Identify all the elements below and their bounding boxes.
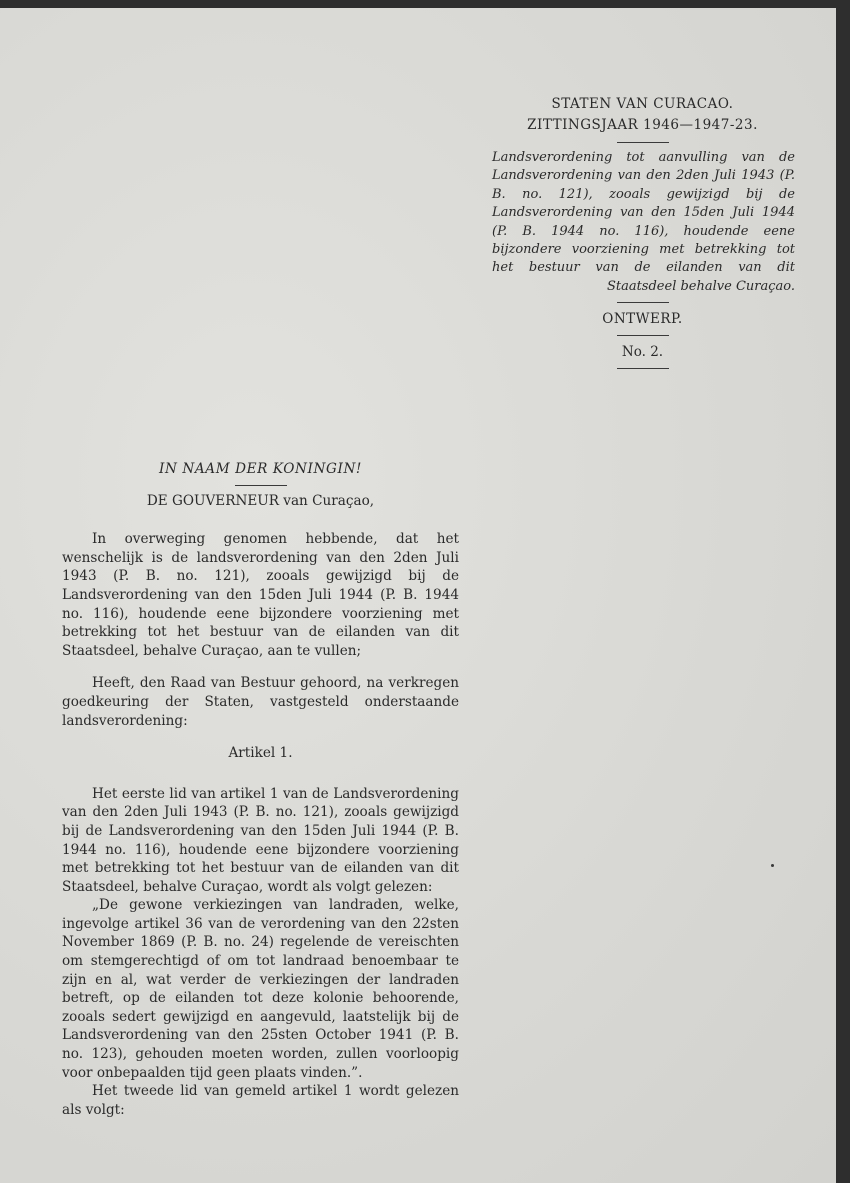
ordinance-subject: Landsverordening tot aanvulling van de Landsverordening van den 2den Juli 1943 (P. B. no. 121), zooals gewijzigd bij de Landsverordening van den 15den Juli 1944 (P. B. 1944 no. 116), houdende eene bijzondere voorziening met betrekking tot het bestuur van de eilanden van dit Staatsdeel behalve Curaçao. (492, 150, 795, 294)
decision-paragraph: Heeft, den Raad van Bestuur gehoord, na verkregen goedkeuring der Staten, vastgesteld onderstaande landsverordening: (62, 675, 459, 729)
divider-rule (617, 142, 669, 143)
considerans-paragraph: In overweging genomen hebbende, dat het wenschelijk is de landsverordening van den 2den Juli 1943 (P. B. no. 121), zooals gewijzigd bij de Landsverordening van den 15den Juli 1944 (P. B. 1944 no. 116), houdende eene bijzondere voorziening met betrekking tot het bestuur van de eilanden van dit Staatsdeel, behalve Curaçao, aan te vullen; (62, 531, 459, 659)
document-page (0, 8, 836, 1183)
document-body (62, 460, 459, 1119)
article-quote: „De gewone verkiezingen van landraden, welke, ingevolge artikel 36 van de verordening van den 22sten November 1869 (P. B. no. 24) regelende de vereischten om stemgerechtigd of om tot landraad benoembaar te zijn en al, wat verder de verkiezingen der landraden betreft, op de eilanden tot deze kolonie behoorende, zooals sedert gewijzigd en aangevuld, laatstelijk bij de Landsverordening van den 25sten October 1941 (P. B. no. 123), gehouden moeten worden, zullen voorloopig voor onbepaalden tijd geen plaats vinden.”. (62, 897, 459, 1081)
paper-speck (771, 864, 774, 867)
divider-rule (617, 368, 669, 369)
divider-rule (617, 302, 669, 303)
assembly-title: STATEN VAN CURACAO. (551, 96, 734, 112)
article-paragraph: Het tweede lid van gemeld artikel 1 wordt gelezen als volgt: (62, 1083, 459, 1118)
article-paragraph: Het eerste lid van artikel 1 van de Landsverordening van den 2den Juli 1943 (P. B. no. 121), zooals gewijzigd bij de Landsverordening van den 15den Juli 1944 (P. B. 1944 no. 116), houdende eene bijzondere voorziening met betrekking tot het bestuur van de eilanden van dit Staatsdeel, behalve Curaçao, wordt als volgt gelezen: (62, 785, 459, 895)
divider-rule (617, 335, 669, 336)
document-header (490, 94, 795, 375)
divider-rule (235, 485, 287, 486)
invocation: IN NAAM DER KONINGIN! (158, 461, 362, 477)
issuer: DE GOUVERNEUR van Curaçao, (146, 492, 375, 509)
session-year: ZITTINGSJAAR 1946—1947-23. (527, 117, 758, 133)
draft-status: ONTWERP. (602, 311, 683, 328)
article-heading: Artikel 1. (228, 745, 293, 762)
document-number: No. 2. (621, 344, 664, 361)
